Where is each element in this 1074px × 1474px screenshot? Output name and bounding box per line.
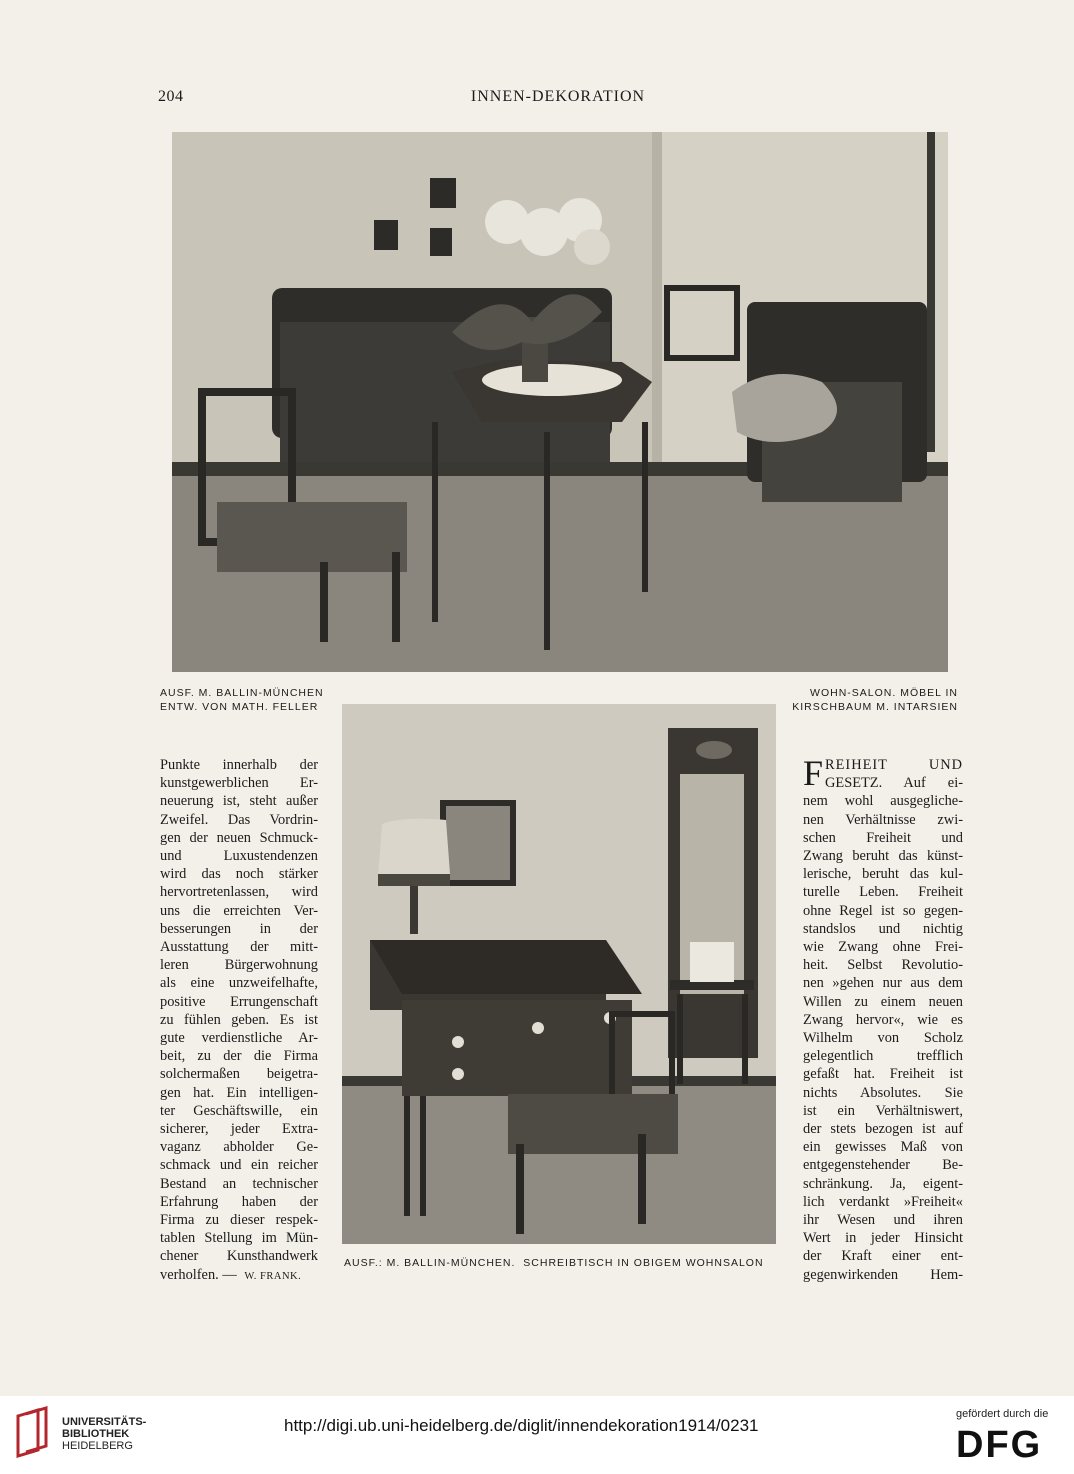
library-name — [62, 1416, 146, 1452]
library-name-line: UNIVERSITÄTS- — [62, 1416, 147, 1428]
text-line: ter Geschäftswille, ein — [160, 1102, 318, 1119]
text-line: standslos und nichtig — [803, 920, 963, 937]
text-line: schränkung. Ja, eigent- — [803, 1175, 963, 1192]
dfg-logo: DFG — [956, 1424, 1043, 1466]
photo-wohnsalon-image — [172, 132, 948, 672]
text-line: entgegenstehender Be- — [803, 1157, 963, 1174]
caption-line: KIRSCHBAUM M. INTARSIEN — [792, 701, 958, 713]
text-line: Zwang beruht das künst- — [803, 848, 963, 865]
text-line: gute verdienstliche Ar- — [160, 1030, 318, 1047]
photo-schreibtisch — [342, 704, 776, 1244]
text-line: lerische, beruht das kul- — [803, 866, 963, 883]
text-line: beit, zu der die Firma — [160, 1048, 318, 1065]
text-line: gefaßt hat. Freiheit ist — [803, 1066, 963, 1083]
text-line: Firma zu dieser respek- — [160, 1212, 318, 1229]
text-line: leren Bürgerwohnung — [160, 957, 318, 974]
text-line: Bestand an technischer — [160, 1175, 318, 1192]
text-line: als eine unzweifelhafte, — [160, 975, 318, 992]
text-line: nen Verhältnisse zwi- — [803, 811, 963, 828]
running-title: INNEN-DEKORATION — [470, 88, 646, 105]
text-line: schen Freiheit und — [803, 829, 963, 846]
author-signature: W. FRANK. — [244, 1270, 302, 1282]
text-line: solchermaßen beigetra- — [160, 1066, 318, 1083]
text-line: vaganz abholder Ge- — [160, 1139, 318, 1156]
library-name-line: BIBLIOTHEK — [62, 1428, 130, 1440]
caption-bottom: AUSF.: M. BALLIN-MÜNCHEN. SCHREIBTISCH IN OBIGEM WOHNSALON — [344, 1257, 764, 1269]
caption-line: WOHN-SALON. MÖBEL IN — [810, 687, 958, 699]
text-line: gegenwirkenden Hem- — [803, 1266, 963, 1283]
text-line: lich verdankt »Freiheit« — [803, 1193, 963, 1210]
text-line-last — [160, 1266, 318, 1286]
library-logo-icon — [12, 1406, 56, 1458]
source-url-link[interactable]: http://digi.ub.uni-heidelberg.de/diglit/innendekoration1914/0231 — [284, 1416, 759, 1435]
text-line: Ausstattung der mitt- — [160, 939, 318, 956]
text-line: der Kraft einer ent- — [803, 1248, 963, 1265]
text-line: nem wohl ausgegliche- — [803, 793, 963, 810]
page-number: 204 — [158, 88, 184, 105]
text-end: verholfen. — — [160, 1266, 237, 1283]
text-line: gen der neuen Schmuck- — [160, 829, 318, 846]
text-line: ist ein Verhältniswert, — [803, 1102, 963, 1119]
heading-line: GESETZ. Auf ei- — [825, 775, 963, 792]
text-line: Erfahrung haben der — [160, 1193, 318, 1210]
text-line: gen hat. Ein intelligen- — [160, 1084, 318, 1101]
footer-bar — [0, 1396, 1074, 1474]
caption-top-right — [790, 686, 958, 714]
text-line: besserungen in der — [160, 920, 318, 937]
text-line: ihr Wesen und ihren — [803, 1212, 963, 1229]
text-line: schmack und ein reicher — [160, 1157, 318, 1174]
text-line: ein gewisses Maß von — [803, 1139, 963, 1156]
text-line: Wert in jeder Hinsicht — [803, 1230, 963, 1247]
text-line: sicherer, jeder Extra- — [160, 1121, 318, 1138]
text-line: kunstgewerblichen Er- — [160, 775, 318, 792]
caption-top-left — [160, 686, 324, 714]
photo-wohnsalon — [172, 132, 948, 672]
heading-line: REIHEIT UND — [825, 757, 963, 773]
text-line: tablen Stellung im Mün- — [160, 1230, 318, 1247]
funding-note: gefördert durch die — [956, 1408, 1049, 1420]
text-line: zu fühlen geben. Es ist — [160, 1011, 318, 1028]
text-line: hervortretenlassen, wird — [160, 884, 318, 901]
caption-line: AUSF. M. BALLIN-MÜNCHEN — [160, 687, 324, 699]
text-line: der stets bezogen ist auf — [803, 1121, 963, 1138]
text-line: uns die erreichten Ver- — [160, 902, 318, 919]
text-line: heit. Selbst Revolutio- — [803, 957, 963, 974]
text-line: nen »gehen nur aus dem — [803, 975, 963, 992]
text-line: wie Zwang ohne Frei- — [803, 939, 963, 956]
text-line: Punkte innerhalb der — [160, 757, 318, 773]
text-line: Willen zu einem neuen — [803, 993, 963, 1010]
text-line: und Luxustendenzen — [160, 848, 318, 865]
text-line: positive Errungenschaft — [160, 993, 318, 1010]
text-line: gelegentlich trefflich — [803, 1048, 963, 1065]
text-line: turelle Leben. Freiheit — [803, 884, 963, 901]
left-column — [160, 756, 318, 1286]
drop-cap: F — [803, 753, 824, 793]
text-line: Zwang hervor«, wie es — [803, 1011, 963, 1028]
text-line: Wilhelm von Scholz — [803, 1030, 963, 1047]
right-column — [803, 753, 963, 1284]
text-line: wird das noch stärker — [160, 866, 318, 883]
library-name-line: HEIDELBERG — [62, 1440, 133, 1452]
text-line: ohne Regel ist so gegen- — [803, 902, 963, 919]
caption-line: ENTW. VON MATH. FELLER — [160, 701, 319, 713]
text-line: Zweifel. Das Vordrin- — [160, 811, 318, 828]
text-line: nichts Absolutes. Sie — [803, 1084, 963, 1101]
text-line: chener Kunsthandwerk — [160, 1248, 318, 1265]
text-line: neuerung ist, steht außer — [160, 793, 318, 810]
photo-schreibtisch-image — [342, 704, 776, 1244]
